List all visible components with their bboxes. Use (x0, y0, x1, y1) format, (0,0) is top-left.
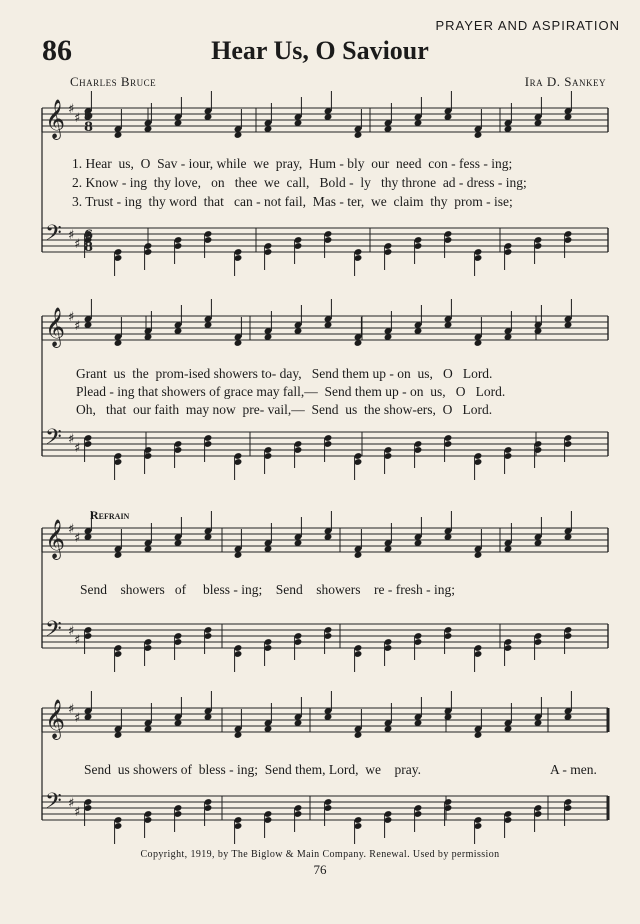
time-signature: 8 (84, 240, 94, 255)
music-credit: Ira D. Sankey (524, 74, 606, 89)
key-sharp: ♯ (68, 102, 75, 117)
clef: 𝄞 (45, 99, 66, 139)
key-sharp: ♯ (74, 531, 81, 546)
refrain-label: Refrain (90, 508, 130, 522)
key-sharp: ♯ (74, 237, 81, 252)
clef: 𝄢 (45, 789, 62, 819)
time-signature: 6 (84, 108, 94, 123)
hymn-number: 86 (42, 34, 72, 67)
key-sharp: ♯ (68, 228, 75, 243)
time-signature: 6 (84, 228, 94, 243)
time-signature: 8 (84, 120, 94, 135)
section-heading: PRAYER AND ASPIRATION (435, 18, 620, 33)
clef: 𝄢 (45, 425, 62, 455)
key-sharp: ♯ (68, 310, 75, 325)
words-credit: Charles Bruce (70, 74, 157, 89)
key-sharp: ♯ (68, 796, 75, 811)
key-sharp: ♯ (74, 111, 81, 126)
clef: 𝄢 (45, 221, 62, 251)
system2-verse1: Grant us the prom-ised showers to- day, Send them up - on us, O Lord. (76, 366, 493, 381)
system2-verse2: Plead - ing that showers of grace may fall,— Send them up - on us, O Lord. (76, 384, 506, 399)
key-sharp: ♯ (68, 432, 75, 447)
page-number: 76 (313, 862, 327, 877)
amen-lyric: A - men. (550, 762, 597, 777)
refrain-lyric-line1: Send showers of bless - ing; Send showers re - fresh - ing; (80, 582, 455, 597)
key-sharp: ♯ (68, 702, 75, 717)
key-sharp: ♯ (74, 319, 81, 334)
system1-verse3: 3. Trust - ing thy word that can - not fail, Mas - ter, we claim thy prom - ise; (72, 194, 513, 209)
key-sharp: ♯ (74, 805, 81, 820)
clef: 𝄞 (45, 519, 66, 559)
system2-verse3: Oh, that our faith may now pre- vail,— Send us the show-ers, O Lord. (76, 402, 493, 417)
clef: 𝄢 (45, 617, 62, 647)
clef: 𝄞 (45, 699, 66, 739)
key-sharp: ♯ (68, 522, 75, 537)
clef: 𝄞 (45, 307, 66, 347)
key-sharp: ♯ (74, 711, 81, 726)
refrain-lyric-line2: Send us showers of bless - ing; Send them, Lord, we pray. (84, 762, 421, 777)
hymn-title: Hear Us, O Saviour (211, 36, 429, 65)
copyright-notice: Copyright, 1919, by The Biglow & Main Company. Renewal. Used by permission (140, 849, 500, 860)
system1-verse2: 2. Know - ing thy love, on thee we call, Bold - ly thy throne ad - dress - ing; (72, 175, 527, 190)
key-sharp: ♯ (74, 441, 81, 456)
system1-verse1: 1. Hear us, O Sav - iour, while we pray, Hum - bly our need con - fess - ing; (72, 156, 513, 171)
key-sharp: ♯ (68, 624, 75, 639)
key-sharp: ♯ (74, 633, 81, 648)
